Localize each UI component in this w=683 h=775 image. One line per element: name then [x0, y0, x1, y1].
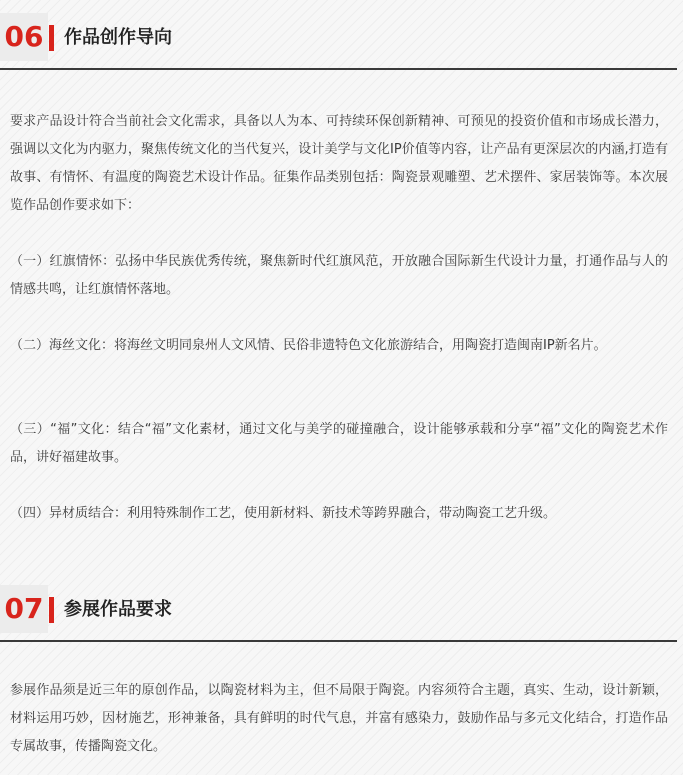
section-06-item-1: （一）红旗情怀：弘扬中华民族优秀传统，聚焦新时代红旗风范，开放融合国际新生代设计力量，打通作品与人的情感共鸣，让红旗情怀落地。	[10, 254, 668, 297]
section-06-item-4: （四）异材质结合：利用特殊制作工艺，使用新材料、新技术等跨界融合，带动陶瓷工艺升级。	[10, 506, 557, 521]
section-07-number: 07	[0, 585, 48, 633]
section-07-title: 参展作品要求	[64, 599, 172, 620]
section-06-number: 06	[0, 13, 48, 61]
section-07-accent-bar	[49, 597, 54, 623]
section-06-item-2: （二）海丝文化：将海丝文明同泉州人文风情、民俗非遗特色文化旅游结合，用陶瓷打造闽南IP新名片。	[10, 338, 607, 353]
section-06-intro: 要求产品设计符合当前社会文化需求，具备以人为本、可持续环保创新精神、可预见的投资价值和市场成长潜力，强调以文化为内驱力，聚焦传统文化的当代复兴，设计美学与文化IP价值等内容，让产品有更深层次的内涵,打造有故事、有情怀、有温度的陶瓷艺术设计作品。征集作品类别包括：陶瓷景观雕塑、艺术摆件、家居装饰等。本次展览作品创作要求如下：	[10, 114, 668, 213]
section-06-title: 作品创作导向	[64, 27, 172, 48]
section-06-item-3: （三）“福”文化：结合“福”文化素材，通过文化与美学的碰撞融合，设计能够承载和分享“福”文化的陶瓷艺术作品，讲好福建故事。	[10, 422, 668, 465]
section-06-divider	[0, 68, 677, 70]
section-06-accent-bar	[49, 25, 54, 51]
section-07-text: 参展作品须是近三年的原创作品，以陶瓷材料为主，但不局限于陶瓷。内容须符合主题，真实、生动，设计新颖，材料运用巧妙，因材施艺，形神兼备，具有鲜明的时代气息，并富有感染力，鼓励作品与多元文化结合，打造作品专属故事，传播陶瓷文化。	[10, 683, 668, 754]
section-07-divider	[0, 640, 677, 642]
section-07-header	[0, 585, 683, 643]
section-06-header	[0, 13, 683, 71]
